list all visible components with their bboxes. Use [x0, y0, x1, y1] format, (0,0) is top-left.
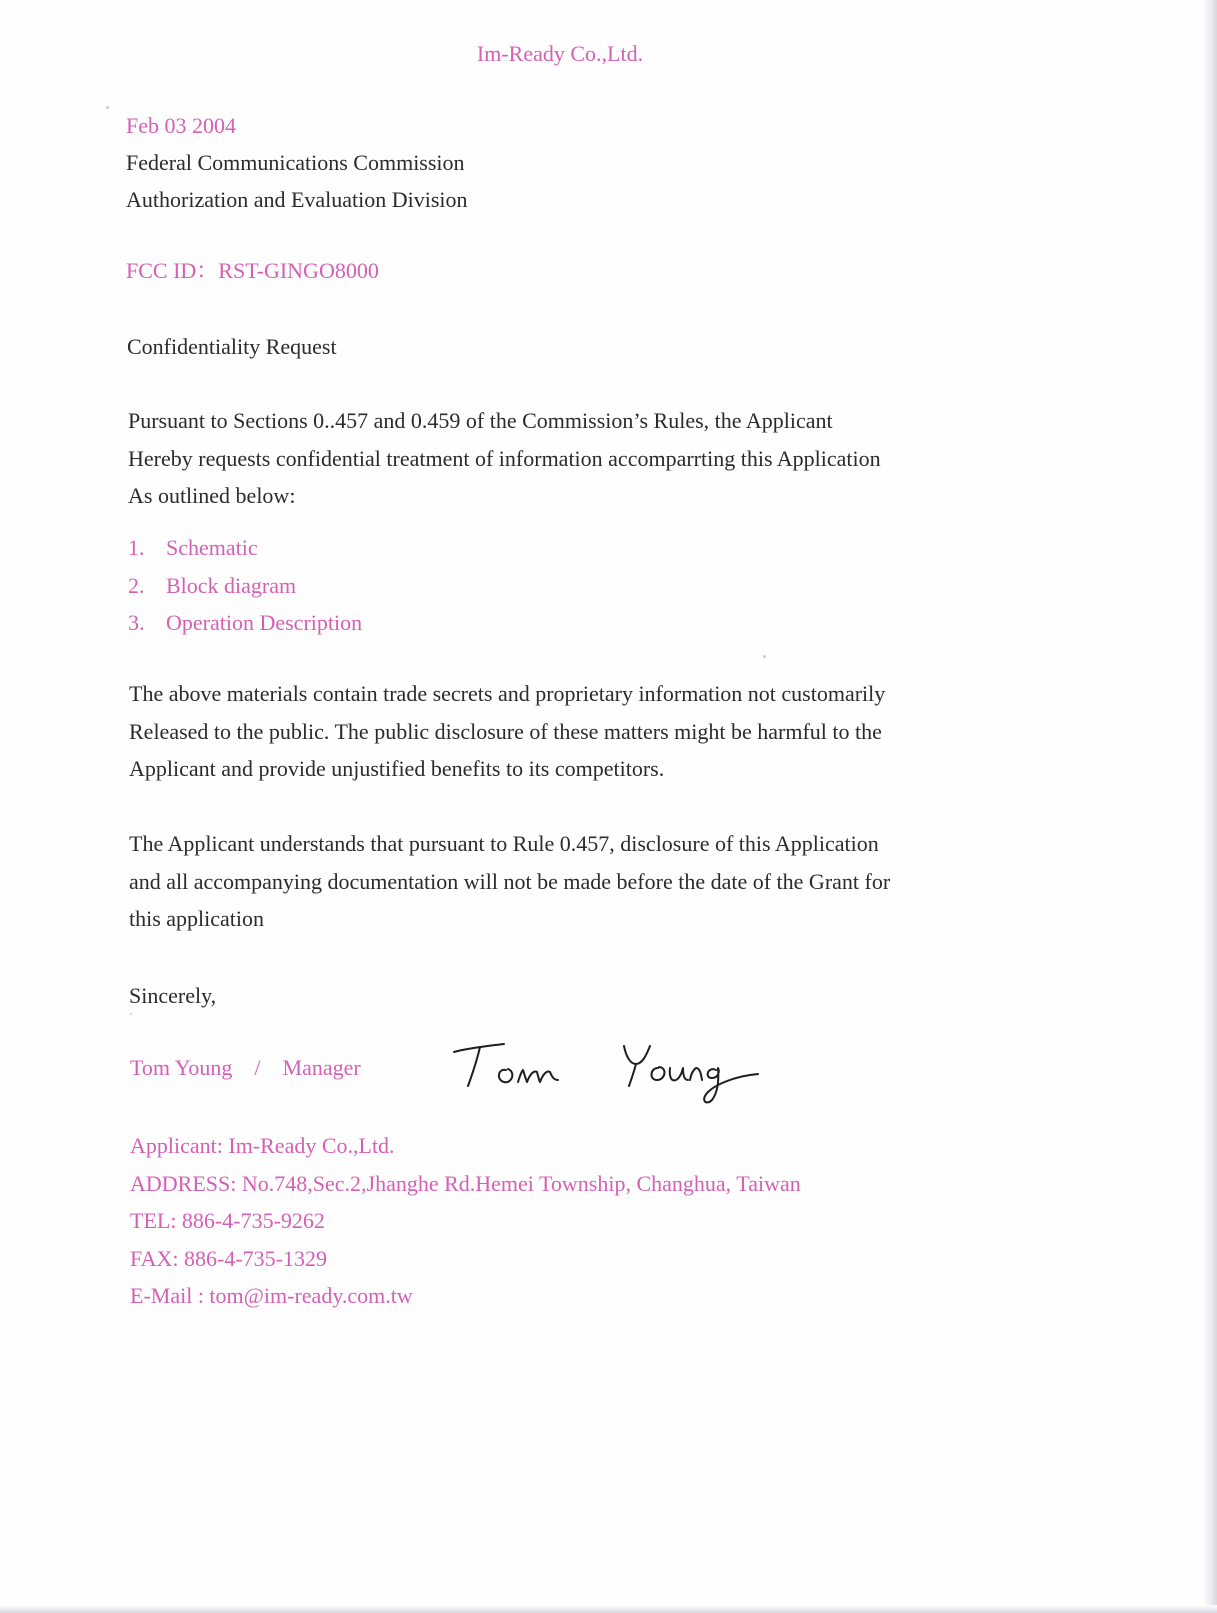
paragraph3-line-1: The Applicant understands that pursuant to Rule 0.457, disclosure of this Application: [129, 831, 879, 856]
recipient-line-1: Federal Communications Commission: [126, 150, 465, 175]
signer-title: Manager: [282, 1055, 361, 1080]
trade-secrets-paragraph: [129, 675, 885, 788]
handwritten-signature: [446, 1030, 776, 1110]
scan-speck: [130, 1013, 132, 1015]
paragraph2-line-1: The above materials contain trade secrets and proprietary information not customarily: [129, 681, 886, 706]
contact-tel: TEL: 886-4-735-9262: [130, 1208, 325, 1233]
scan-speck: [763, 655, 766, 658]
confidential-items-list: [128, 529, 362, 642]
disclosure-paragraph: [129, 825, 890, 938]
list-item: [128, 567, 362, 605]
subject-line: Confidentiality Request: [127, 334, 337, 359]
intro-line-1: Pursuant to Sections 0..457 and 0.459 of the Commission’s Rules, the Applicant: [128, 408, 833, 433]
intro-line-3: As outlined below:: [128, 483, 296, 508]
paragraph2-line-3: Applicant and provide unjustified benefits to its competitors.: [129, 756, 665, 781]
contact-applicant: Applicant: Im-Ready Co.,Ltd.: [130, 1133, 395, 1158]
letter-date: Feb 03 2004: [126, 113, 236, 138]
closing-salutation: Sincerely,: [129, 983, 217, 1008]
fcc-id: FCC ID：RST-GINGO8000: [126, 258, 379, 283]
contact-block: [130, 1127, 801, 1315]
list-item-number: 2.: [128, 572, 145, 598]
signer-line: [130, 1054, 361, 1082]
paragraph3-line-3: this application: [129, 906, 265, 931]
intro-line-2: Hereby requests confidential treatment of information accomparrting this Application: [128, 445, 881, 471]
scan-edge-right: [1203, 0, 1217, 1613]
paragraph3-line-2: and all accompanying documentation will not be made before the date of the Grant for: [129, 868, 891, 894]
list-item-number: 1.: [128, 535, 145, 560]
scan-speck: [106, 106, 109, 109]
letterhead-company: Im-Ready Co.,Ltd.: [476, 41, 644, 66]
contact-fax: FAX: 886-4-735-1329: [130, 1245, 327, 1271]
recipient-line-2: Authorization and Evaluation Division: [126, 187, 468, 212]
list-item-number: 3.: [128, 610, 145, 635]
list-item-label: Block diagram: [166, 572, 297, 598]
list-item-label: Operation Description: [166, 610, 363, 635]
contact-email: E-Mail : tom@im-ready.com.tw: [130, 1283, 413, 1308]
list-item-label: Schematic: [166, 535, 258, 560]
signer-name: Tom Young: [130, 1055, 233, 1080]
signer-separator: /: [254, 1055, 261, 1080]
scan-edge-bottom: [0, 1605, 1217, 1613]
intro-paragraph: [128, 402, 881, 515]
paragraph2-line-2: Released to the public. The public disclosure of these matters might be harmful to the: [129, 718, 882, 744]
contact-address: ADDRESS: No.748,Sec.2,Jhanghe Rd.Hemei Township, Changhua, Taiwan: [130, 1170, 801, 1196]
list-item: [128, 604, 362, 642]
list-item: [128, 529, 362, 567]
